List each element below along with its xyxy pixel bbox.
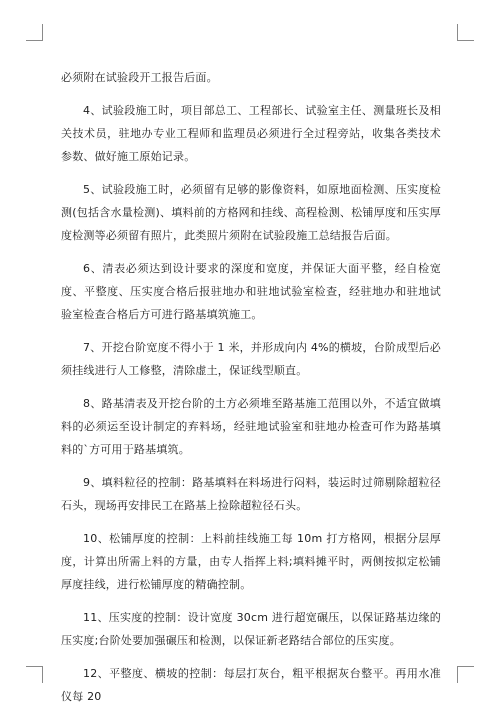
paragraph-item-9: 9、填料粒径的控制：路基填料在料场进行闷料，装运时过筛剔除超粒径石头，现场再安排民工在路基上捡除超粒径石头。 — [61, 476, 441, 512]
paragraph-continuation: 必须附在试验段开工报告后面。 — [61, 71, 218, 84]
paragraph-item-4: 4、试验段施工时，项目部总工、工程部长、试验室主任、测量班长及相关技术员，驻地办专业工程师和监理员必须进行全过程旁站，收集各类技术参数、做好施工原始记录。 — [61, 104, 441, 163]
crop-mark-bottom-right — [457, 666, 474, 683]
crop-mark-top-right — [457, 24, 474, 41]
crop-mark-bottom-left — [26, 666, 43, 683]
document-body — [61, 66, 441, 718]
paragraph-item-7: 7、开挖台阶宽度不得小于 1 米，并形成向内 4%的横坡，台阶成型后必须挂线进行人工修整，清除虚土，保证线型顺直。 — [61, 341, 441, 377]
paragraph-item-8: 8、路基清表及开挖台阶的土方必须堆至路基施工范围以外，不适宜做填料的必须运至设计制定的弃料场，经驻地试验室和驻地办检查可作为路基填料的`方可用于路基填筑。 — [61, 397, 441, 456]
paragraph-item-5: 5、试验段施工时，必须留有足够的影像资料，如原地面检测、压实度检测(包括含水量检测)、填料前的方格网和挂线、高程检测、松铺厚度和压实厚度检测等必须留有照片，此类照片须附在试验段施工总结报告后面。 — [61, 183, 441, 242]
paragraph-item-10: 10、松铺厚度的控制：上料前挂线施工每 10m 打方格网，根据分层厚度，计算出所需上料的方量，由专人指挥上料;填料摊平时，两侧按拟定松铺厚度挂线，进行松铺厚度的精确控制。 — [61, 532, 441, 591]
paragraph-item-6: 6、清表必须达到设计要求的深度和宽度，并保证大面平整，经自检宽度、平整度、压实度合格后报驻地办和驻地试验室检查，经驻地办和驻地试验室检查合格后方可进行路基填筑施工。 — [61, 262, 441, 321]
paragraph-item-11: 11、压实度的控制：设计宽度 30cm 进行超宽碾压，以保证路基边缘的压实度;台阶处要加强碾压和检测，以保证新老路结合部位的压实度。 — [61, 611, 441, 647]
crop-mark-top-left — [26, 24, 43, 41]
paragraph-item-12: 12、平整度、横坡的控制：每层打灰台，粗平根据灰台整平。再用水准仪每 20 — [61, 667, 441, 703]
